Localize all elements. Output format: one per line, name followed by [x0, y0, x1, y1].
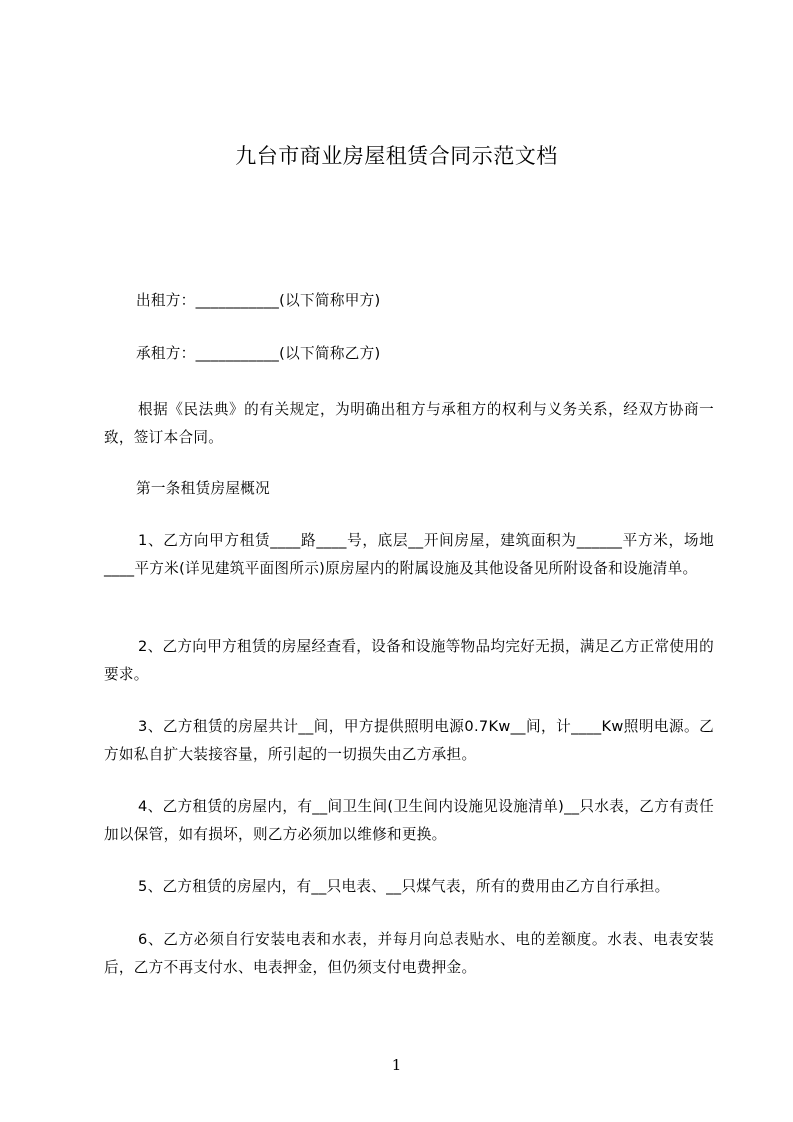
- page-number: 1: [391, 1056, 402, 1074]
- clause-paragraph-3: 3、乙方租赁的房屋共计__间，甲方提供照明电源0.7Kw__间，计____Kw照明电源。乙方如私自扩大装接容量，所引起的一切损失由乙方承担。: [104, 718, 714, 763]
- clause-paragraph-1: 1、乙方向甲方租赁____路____号，底层__开间房屋，建筑面积为______平方米，场地____平方米(详见建筑平面图所示)原房屋内的附属设施及其他设备见所附设备和设施清单。: [104, 532, 714, 577]
- clause-paragraph-2: 2、乙方向甲方租赁的房屋经查看，设备和设施等物品均完好无损，满足乙方正常使用的要求。: [104, 638, 714, 683]
- clause-paragraph-5: 5、乙方租赁的房屋内，有__只电表、__只煤气表，所有的费用由乙方自行承担。: [138, 878, 670, 895]
- document-title: 九台市商业房屋租赁合同示范文档: [235, 144, 558, 168]
- preamble-paragraph: 根据《民法典》的有关规定，为明确出租方与承租方的权利与义务关系，经双方协商一致，签订本合同。: [104, 401, 714, 446]
- lessor-line: 出租方：___________(以下简称甲方): [136, 292, 381, 309]
- article-heading: 第一条租赁房屋概况: [136, 480, 271, 497]
- clause-paragraph-6: 6、乙方必须自行安装电表和水表，并每月向总表贴水、电的差额度。水表、电表安装后，乙方不再支付水、电表押金，但仍须支付电费押金。: [104, 931, 714, 976]
- lessee-line: 承租方：___________(以下简称乙方): [136, 345, 381, 362]
- clause-paragraph-4: 4、乙方租赁的房屋内，有__间卫生间(卫生间内设施见设施清单)__只水表，乙方有责任加以保管，如有损坏，则乙方必须加以维修和更换。: [104, 798, 714, 843]
